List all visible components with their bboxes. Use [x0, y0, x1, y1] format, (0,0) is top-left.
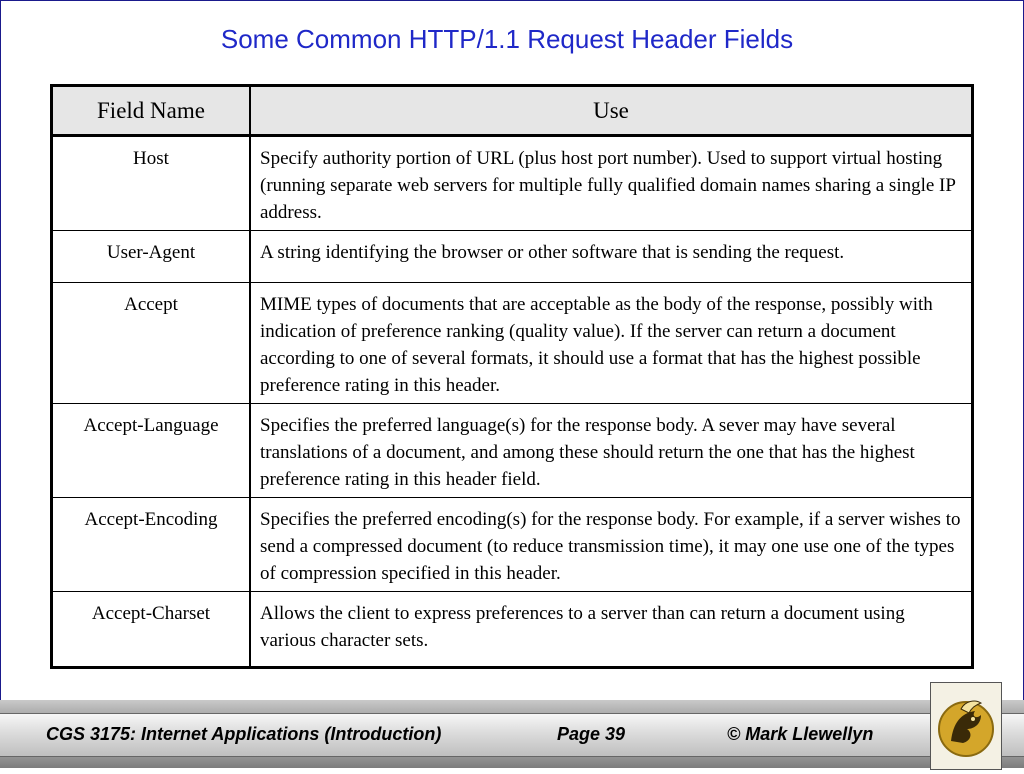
header-fields-table — [50, 84, 974, 669]
column-header-field-name: Field Name — [52, 86, 251, 136]
field-use-cell: MIME types of documents that are acceptable as the body of the response, possibly with indication of preference ranking (quality value). If the server can return a document according to one of several formats, it should use a format that has the highest possible preference rating in this header. — [250, 283, 973, 404]
footer-page-number: Page 39 — [557, 724, 626, 744]
field-use-cell: Allows the client to express preferences to a server than can return a document using various character sets. — [260, 603, 905, 651]
footer-author: © Mark Llewellyn — [727, 724, 874, 744]
table-row — [52, 231, 973, 283]
field-name-cell: Accept-Charset — [52, 592, 251, 668]
column-header-use: Use — [250, 86, 973, 136]
field-use-cell: A string identifying the browser or other software that is sending the request. — [250, 231, 973, 283]
table-row — [52, 404, 973, 498]
slide-title: Some Common HTTP/1.1 Request Header Fields — [220, 24, 794, 54]
table-row — [52, 283, 973, 404]
table-row — [52, 498, 973, 592]
field-name-cell: Accept-Language — [52, 404, 251, 498]
field-name-cell: Accept — [52, 283, 251, 404]
field-name-cell: Accept-Encoding — [52, 498, 251, 592]
field-use-cell: Specify authority portion of URL (plus host port number). Used to support virtual hosting (running separate web servers for multiple fully qualified domain names sharing a single IP address. — [250, 136, 973, 231]
field-name-cell: User-Agent — [52, 231, 251, 283]
field-name-cell: Host — [52, 136, 251, 231]
table-header-row — [52, 86, 973, 136]
logo-frame — [930, 682, 1002, 770]
pegasus-logo-icon — [931, 683, 1001, 769]
footer-course: CGS 3175: Internet Applications (Introduction) — [46, 724, 442, 744]
field-use-cell: Specifies the preferred encoding(s) for the response body. For example, if a server wishes to send a compressed document (to reduce transmission time), it may one use one of the types of compression specified in this header. — [250, 498, 973, 592]
table-row — [52, 136, 973, 231]
table-row — [52, 592, 973, 668]
field-use-cell: Specifies the preferred language(s) for the response body. A sever may have several translations of a document, and among these should return the one that has the highest preference rating in this header field. — [250, 404, 973, 498]
